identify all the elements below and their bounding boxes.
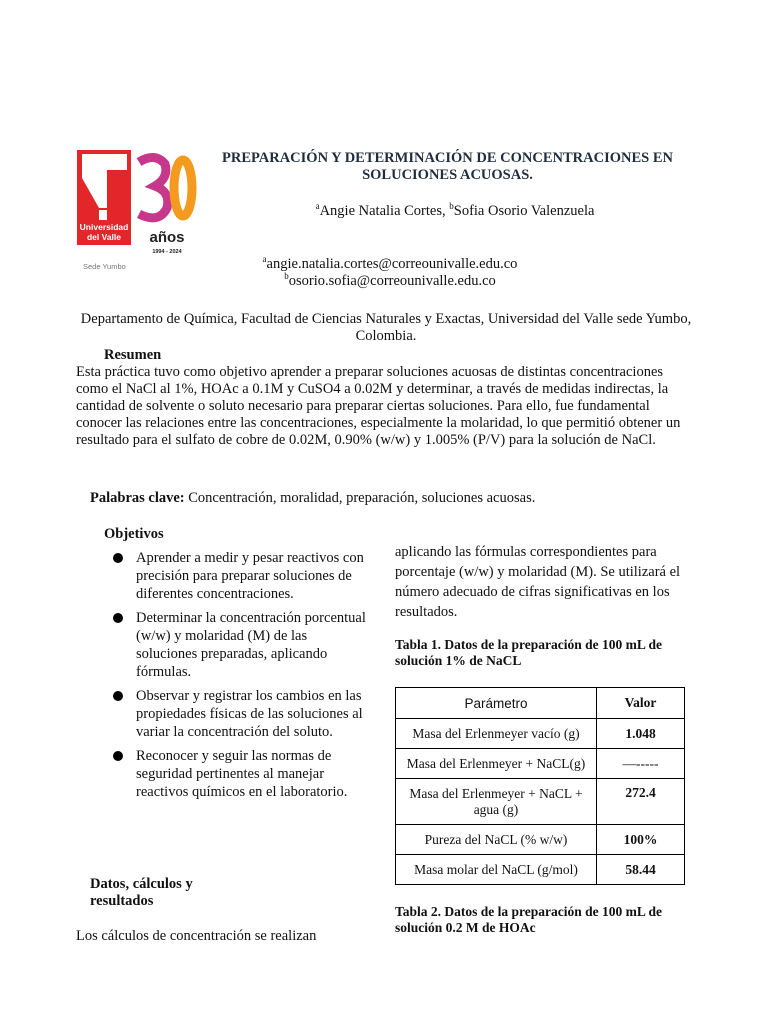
table-row — [396, 825, 685, 855]
svg-text:Sede Yumbo: Sede Yumbo — [83, 262, 126, 271]
table-cell: Masa molar del NaCL (g/mol) — [396, 855, 597, 885]
svg-text:1994 - 2024: 1994 - 2024 — [152, 249, 182, 255]
header-parametro: Parámetro — [396, 688, 597, 719]
list-item: Reconocer y seguir las normas de seguridad pertinentes al manejar reactivos químicos en el laboratorio. — [110, 747, 370, 801]
author-a-name: Angie Natalia Cortes, — [319, 203, 450, 219]
header-valor: Valor — [597, 688, 685, 719]
bullet-icon — [113, 691, 123, 701]
paper-title: PREPARACIÓN Y DETERMINACIÓN DE CONCENTRACIONES EN SOLUCIONES ACUOSAS. — [221, 150, 673, 183]
table-cell: 1.048 — [597, 719, 685, 749]
objetivos-list — [110, 549, 370, 807]
list-item: Aprender a medir y pesar reactivos con precisión para preparar soluciones de diferentes concentraciones. — [110, 549, 370, 603]
bullet-icon — [113, 751, 123, 761]
bullet-icon — [113, 613, 123, 623]
affiliation: Departamento de Química, Facultad de Ciencias Naturales y Exactas, Universidad del Valle sede Yumbo, Colombia. — [80, 311, 692, 344]
table-cell: 58.44 — [597, 855, 685, 885]
table-row — [396, 779, 685, 825]
authors — [300, 202, 610, 220]
table-cell: Masa del Erlenmeyer vacío (g) — [396, 719, 597, 749]
table-row — [396, 855, 685, 885]
table1-caption: Tabla 1. Datos de la preparación de 100 mL de solución 1% de NaCL — [395, 637, 663, 668]
bullet-icon — [113, 553, 123, 563]
table1 — [395, 687, 685, 885]
table-cell: —----- — [597, 749, 685, 779]
author-a-marker: a — [315, 201, 320, 212]
table-row — [396, 749, 685, 779]
table-cell: Masa del Erlenmeyer + NaCL + agua (g) — [396, 779, 597, 825]
keywords-text: Concentración, moralidad, preparación, soluciones acuosas. — [184, 490, 536, 506]
table-cell: 100% — [597, 825, 685, 855]
svg-text:años: años — [149, 229, 185, 246]
author-b-marker: b — [449, 201, 454, 212]
email-a-marker: a — [262, 254, 267, 265]
table-header-row — [396, 688, 685, 719]
datos-text: Los cálculos de concentración se realizan — [76, 928, 317, 944]
resumen-text: Esta práctica tuvo como objetivo aprender a preparar soluciones acuosas de distintas concentraciones como el NaCl al 1%, HOAc a 0.1M y CuSO4 a 0.02M y determinar, a través de medidas indirectas, la cantidad de solvente o soluto necesario para preparar ciertas soluciones. Para ello, fue fundamental conocer las relaciones entre las concentraciones, especialmente la molaridad, lo que permitió obtener un resultado para el sulfato de cobre de 0.02M, 0.90% (w/w) y 1.005% (P/V) para la solución de NaCl. — [76, 364, 681, 448]
resumen-heading: Resumen — [104, 347, 162, 363]
email-b[interactable]: osorio.sofia@correounivalle.edu.co — [288, 273, 496, 289]
svg-text:del Valle: del Valle — [86, 232, 122, 242]
author-emails — [220, 256, 560, 290]
table-cell: Pureza del NaCL (% w/w) — [396, 825, 597, 855]
table2-caption: Tabla 2. Datos de la preparación de 100 mL de solución 0.2 M de HOAc — [395, 904, 663, 935]
university-logo — [77, 150, 198, 271]
email-a[interactable]: angie.natalia.cortes@correounivalle.edu.co — [266, 256, 518, 272]
keywords-label: Palabras clave: — [90, 490, 185, 506]
list-item: Determinar la concentración porcentual (w/w) y molaridad (M) de las soluciones preparadas, aplicando fórmulas. — [110, 609, 370, 681]
right-column-paragraph: aplicando las fórmulas correspondientes para porcentaje (w/w) y molaridad (M). Se utilizará el número adecuado de cifras significativas en los resultados. — [395, 544, 681, 620]
svg-text:Universidad: Universidad — [79, 222, 129, 232]
table-row — [396, 719, 685, 749]
datos-heading: Datos, cálculos y resultados — [90, 876, 193, 909]
table-cell: 272.4 — [597, 779, 685, 825]
email-b-marker: b — [284, 271, 289, 282]
list-item: Observar y registrar los cambios en las propiedades físicas de las soluciones al variar la concentración del soluto. — [110, 687, 370, 741]
keywords — [90, 490, 690, 507]
objetivos-heading: Objetivos — [104, 526, 164, 542]
author-b-name: Sofia Osorio Valenzuela — [453, 203, 595, 219]
table-cell: Masa del Erlenmeyer + NaCL(g) — [396, 749, 597, 779]
